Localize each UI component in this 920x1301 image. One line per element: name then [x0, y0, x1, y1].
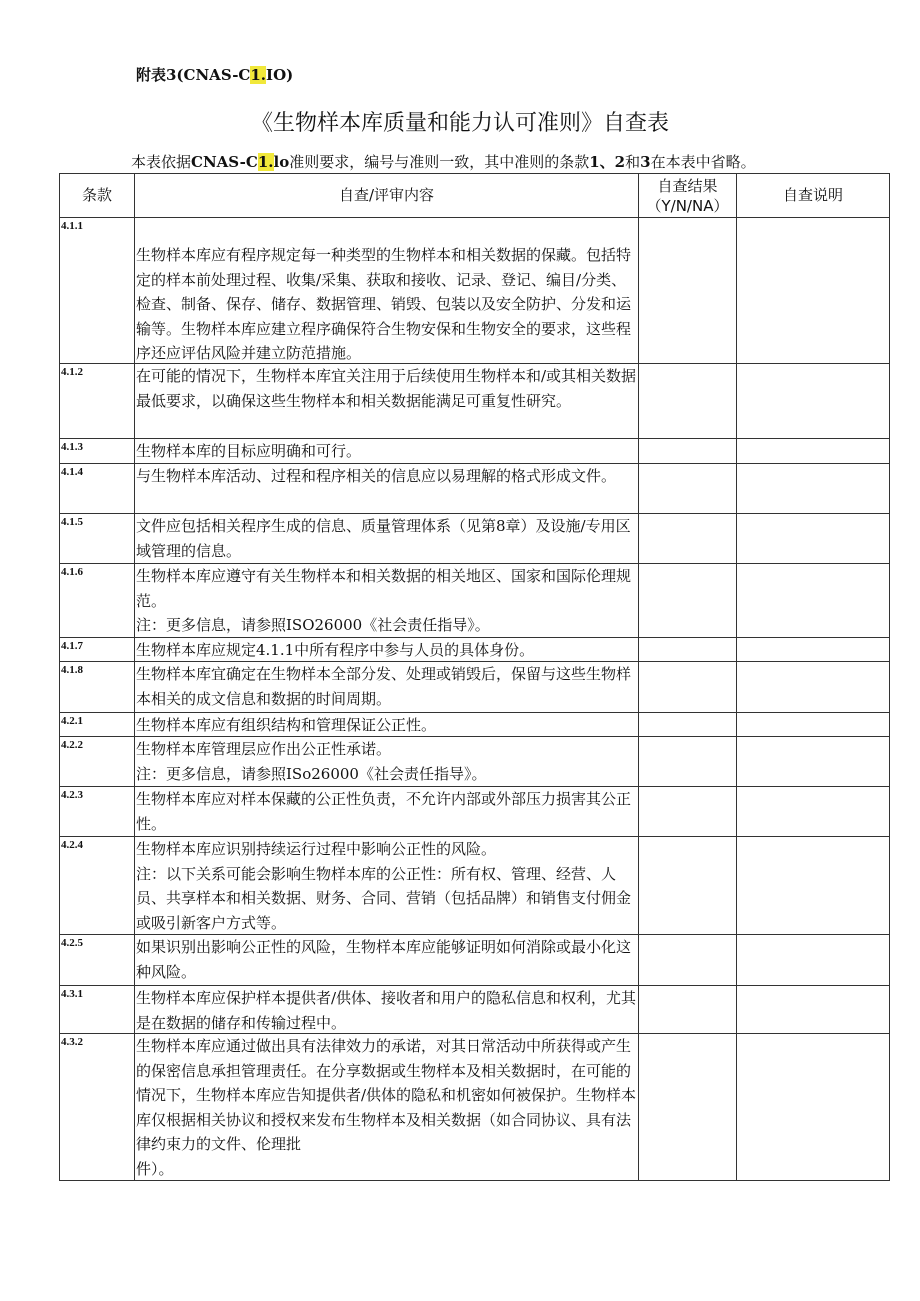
note-cell[interactable]	[737, 935, 890, 986]
clause-number: 4.1.5	[60, 514, 135, 564]
result-cell[interactable]	[639, 986, 737, 1034]
clause-number: 4.3.2	[60, 1034, 135, 1181]
note-cell[interactable]	[737, 564, 890, 638]
clause-content: 生物样本库的目标应明确和可行。	[136, 442, 362, 460]
clause-content: 生物样本库应规定4.1.1中所有程序中参与人员的具体身份。	[136, 641, 535, 659]
header-content: 自查/评审内容	[135, 174, 639, 218]
result-cell[interactable]	[639, 564, 737, 638]
appendix-suffix: IO)	[266, 66, 294, 84]
note-cell[interactable]	[737, 787, 890, 837]
clause-content-cell	[135, 364, 639, 439]
clause-number: 4.2.4	[60, 837, 135, 935]
clause-content: 生物样本库应保护样本提供者/供体、接收者和用户的隐私信息和权利，尤其是在数据的储存和传输过程中。	[136, 989, 637, 1032]
clause-content: 生物样本库应通过做出具有法律效力的承诺，对其日常活动中所获得或产生的保密信息承担管理责任。在分享数据或生物样本及相关数据时，在可能的情况下，生物样本库应告知提供者/供体的隐私和机密如何被保护。生物样本库仅根据相关协议和授权来发布生物样本及相关数据（如合同协议、具有法律约束力的文件、伦理批 件）。	[136, 1037, 637, 1178]
intro-part: 和	[625, 153, 641, 171]
header-note: 自查说明	[737, 174, 890, 218]
clause-content: 文件应包括相关程序生成的信息、质量管理体系（见第8章）及设施/专用区域管理的信息。	[136, 517, 631, 560]
note-cell[interactable]	[737, 713, 890, 737]
clause-number: 4.2.5	[60, 935, 135, 986]
table-row	[60, 737, 890, 787]
clause-number: 4.1.4	[60, 464, 135, 514]
intro-part: 1、2	[589, 153, 626, 171]
clause-number: 4.2.1	[60, 713, 135, 737]
intro-part: 在本表中省略。	[650, 153, 756, 171]
clause-content-cell	[135, 837, 639, 935]
result-cell[interactable]	[639, 514, 737, 564]
clause-number: 4.1.2	[60, 364, 135, 439]
table-row	[60, 713, 890, 737]
result-cell[interactable]	[639, 1034, 737, 1181]
clause-content: 生物样本库应识别持续运行过程中影响公正性的风险。 注：以下关系可能会影响生物样本库的公正性：所有权、管理、经营、人员、共享样本和相关数据、财务、合同、营销（包括品牌）和销售支付佣金或吸引新客户方式等。	[136, 840, 632, 932]
clause-content-cell	[135, 662, 639, 713]
clause-content-cell	[135, 439, 639, 464]
clause-content: 生物样本库应有程序规定每一种类型的生物样本和相关数据的保藏。包括特定的样本前处理过程、收集/采集、获取和接收、记录、登记、编目/分类、检查、制备、保存、储存、数据管理、销毁、包装以及安全防护、分发和运输等。生物样本库应建立程序确保符合生物安保和生物安全的要求，这些程序还应评估风险并建立防范措施。	[136, 246, 632, 362]
appendix-highlight: 1.	[250, 66, 267, 84]
clause-content: 生物样本库管理层应作出公正性承诺。 注：更多信息，请参照ISo26000《社会责任指导》。	[136, 740, 487, 783]
table-row	[60, 935, 890, 986]
result-cell[interactable]	[639, 737, 737, 787]
result-cell[interactable]	[639, 218, 737, 364]
self-check-table	[59, 173, 890, 1181]
note-cell[interactable]	[737, 464, 890, 514]
intro-highlight: 1.	[257, 153, 274, 171]
clause-content-cell	[135, 935, 639, 986]
header-clause: 条款	[60, 174, 135, 218]
result-cell[interactable]	[639, 364, 737, 439]
intro-part: 本表依据	[131, 153, 192, 171]
clause-content-cell	[135, 514, 639, 564]
result-cell[interactable]	[639, 837, 737, 935]
table-row	[60, 662, 890, 713]
result-cell[interactable]	[639, 638, 737, 662]
clause-content: 生物样本库应有组织结构和管理保证公正性。	[136, 716, 437, 734]
header-result: 自查结果 （Y/N/NA）	[639, 174, 737, 218]
clause-content-cell	[135, 986, 639, 1034]
clause-content-cell	[135, 638, 639, 662]
note-cell[interactable]	[737, 439, 890, 464]
result-cell[interactable]	[639, 662, 737, 713]
page-title: 《生物样本库质量和能力认可准则》自查表	[250, 111, 669, 136]
note-cell[interactable]	[737, 364, 890, 439]
intro-part: 准则要求，编号与准则一致，其中准则的条款	[289, 153, 590, 171]
intro-part: CNAS-C	[191, 153, 258, 171]
clause-content: 如果识别出影响公正性的风险，生物样本库应能够证明如何消除或最小化这种风险。	[136, 938, 632, 981]
table-header-row	[60, 174, 890, 218]
table-row	[60, 364, 890, 439]
table-row	[60, 464, 890, 514]
result-cell[interactable]	[639, 787, 737, 837]
result-cell[interactable]	[639, 935, 737, 986]
clause-content-cell	[135, 737, 639, 787]
table-row	[60, 638, 890, 662]
appendix-prefix: 附表3(CNAS-C	[136, 66, 251, 84]
clause-content-cell	[135, 464, 639, 514]
table-row	[60, 837, 890, 935]
clause-number: 4.1.8	[60, 662, 135, 713]
note-cell[interactable]	[737, 737, 890, 787]
result-cell[interactable]	[639, 713, 737, 737]
result-cell[interactable]	[639, 439, 737, 464]
clause-number: 4.2.3	[60, 787, 135, 837]
table-row	[60, 439, 890, 464]
clause-number: 4.1.6	[60, 564, 135, 638]
clause-number: 4.1.3	[60, 439, 135, 464]
clause-content-cell	[135, 787, 639, 837]
clause-content-cell	[135, 713, 639, 737]
clause-number: 4.2.2	[60, 737, 135, 787]
clause-content-cell	[135, 1034, 639, 1181]
note-cell[interactable]	[737, 662, 890, 713]
note-cell[interactable]	[737, 837, 890, 935]
clause-number: 4.1.7	[60, 638, 135, 662]
table-row	[60, 564, 890, 638]
clause-content-cell	[135, 564, 639, 638]
clause-content: 与生物样本库活动、过程和程序相关的信息应以易理解的格式形成文件。	[136, 467, 617, 485]
intro-text	[131, 151, 756, 172]
note-cell[interactable]	[737, 1034, 890, 1181]
clause-number: 4.3.1	[60, 986, 135, 1034]
note-cell[interactable]	[737, 986, 890, 1034]
note-cell[interactable]	[737, 514, 890, 564]
clause-content: 在可能的情况下，生物样本库宜关注用于后续使用生物样本和/或其相关数据最低要求，以确保这些生物样本和相关数据能满足可重复性研究。	[136, 367, 637, 410]
clause-number: 4.1.1	[60, 218, 135, 364]
intro-part: 3	[640, 153, 651, 171]
note-cell[interactable]	[737, 218, 890, 364]
table-row	[60, 1034, 890, 1181]
appendix-label	[136, 64, 293, 85]
clause-content: 生物样本库应对样本保藏的公正性负责，不允许内部或外部压力损害其公正性。	[136, 790, 632, 833]
table-row	[60, 218, 890, 364]
result-cell[interactable]	[639, 464, 737, 514]
clause-content: 生物样本库应遵守有关生物样本和相关数据的相关地区、国家和国际伦理规范。 注：更多信息，请参照ISO26000《社会责任指导》。	[136, 567, 632, 634]
note-cell[interactable]	[737, 638, 890, 662]
intro-part: lo	[273, 153, 290, 171]
clause-content-cell	[135, 218, 639, 364]
clause-content: 生物样本库宜确定在生物样本全部分发、处理或销毁后，保留与这些生物样本相关的成文信息和数据的时间周期。	[136, 665, 632, 708]
table-row	[60, 514, 890, 564]
table-row	[60, 986, 890, 1034]
table-row	[60, 787, 890, 837]
